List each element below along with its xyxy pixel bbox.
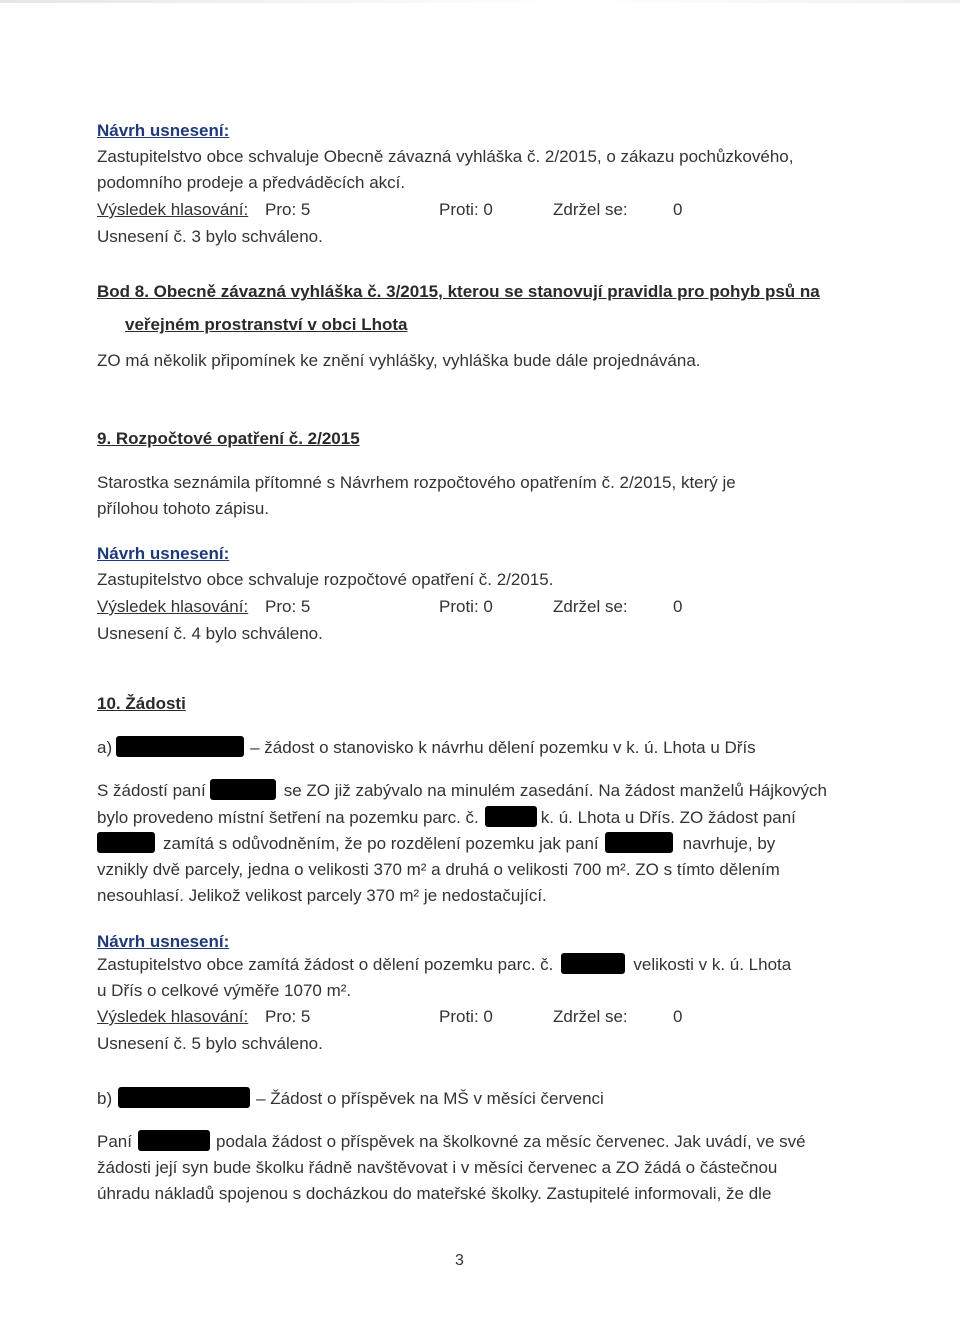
request-a-text: – žádost o stanovisko k návrhu dělení pozemku v k. ú. Lhota u Dřís — [250, 738, 756, 757]
vote-proti: Proti: 0 — [439, 200, 493, 219]
paragraph-text: navrhuje, by — [682, 834, 776, 853]
resolution-text: Zastupitelstvo obce zamítá žádost o dělení pozemku parc. č. — [97, 955, 554, 974]
section-title-bod8: Bod 8. Obecně závazná vyhláška č. 3/2015, kterou se stanovují pravidla pro pohyb psů na — [97, 282, 820, 301]
paragraph-text: podala žádost o příspěvek na školkovné za měsíc červenec. Jak uvádí, ve své — [215, 1132, 806, 1151]
request-b-text: – Žádost o příspěvek na MŠ v měsíci červenci — [256, 1089, 604, 1108]
resolution-text-line: Zastupitelstvo obce schvaluje rozpočtové opatření č. 2/2015. — [97, 570, 554, 589]
redacted-block — [118, 1087, 250, 1108]
resolution-heading: Návrh usnesení: — [97, 121, 230, 140]
request-b-line — [97, 1087, 604, 1110]
redacted-block — [561, 953, 625, 974]
redacted-block — [97, 832, 155, 853]
paragraph-text: bylo provedeno místní šetření na pozemku parc. č. — [97, 808, 479, 827]
paragraph-text: S žádostí paní — [97, 781, 206, 800]
section-text: Starostka seznámila přítomné s Návrhem rozpočtového opatřením č. 2/2015, který je — [97, 473, 736, 492]
resolution-heading: Návrh usnesení: — [97, 544, 230, 563]
resolution-text-line: podomního prodeje a předváděcích akcí. — [97, 173, 406, 192]
paragraph-line: vznikly dvě parcely, jedna o velikosti 370 m² a druhá o velikosti 700 m². ZO s tímto dělením — [97, 860, 780, 879]
vote-label: Výsledek hlasování: — [97, 200, 249, 219]
section-title-bod8-cont: veřejném prostranství v obci Lhota — [125, 315, 408, 334]
vote-result-line — [97, 596, 682, 618]
section-text: ZO má několik připomínek ke znění vyhlášky, vyhláška bude dále projednávána. — [97, 351, 701, 370]
redacted-block — [605, 832, 673, 853]
paragraph-line: nesouhlasí. Jelikož velikost parcely 370 m² je nedostačující. — [97, 886, 547, 905]
scan-edge — [0, 0, 960, 3]
resolution-text-line: Zastupitelstvo obce schvaluje Obecně závazná vyhláška č. 2/2015, o zákazu pochůzkového, — [97, 147, 794, 166]
redacted-block — [485, 806, 537, 827]
resolution-text-line: u Dřís o celkové výměře 1070 m². — [97, 981, 352, 1000]
redacted-block — [116, 736, 244, 757]
vote-zdrzel-label: Zdržel se: — [553, 200, 628, 219]
vote-result-line — [97, 1006, 682, 1028]
paragraph-line — [97, 1130, 806, 1153]
vote-zdrzel-value: 0 — [673, 597, 683, 616]
redacted-block — [210, 779, 276, 800]
vote-zdrzel-label: Zdržel se: — [553, 597, 628, 616]
vote-proti: Proti: 0 — [439, 597, 493, 616]
page-number: 3 — [455, 1252, 464, 1269]
paragraph-text: Paní — [97, 1132, 132, 1151]
paragraph-text: k. ú. Lhota u Dřís. ZO žádost paní — [540, 808, 796, 827]
vote-label: Výsledek hlasování: — [97, 1007, 249, 1026]
vote-zdrzel-value: 0 — [673, 200, 683, 219]
paragraph-text: se ZO již zabývalo na minulém zasedání. Na žádost manželů Hájkových — [283, 781, 827, 800]
vote-zdrzel-value: 0 — [673, 1007, 683, 1026]
vote-label: Výsledek hlasování: — [97, 597, 249, 616]
vote-proti: Proti: 0 — [439, 1007, 493, 1026]
resolution-result: Usnesení č. 5 bylo schváleno. — [97, 1034, 323, 1053]
redacted-block — [138, 1130, 210, 1151]
paragraph-text: zamítá s odůvodněním, že po rozdělení pozemku jak paní — [163, 834, 599, 853]
paragraph-line: žádosti její syn bude školku řádně navštěvovat i v měsíci červenec a ZO žádá o částečnou — [97, 1158, 778, 1177]
resolution-result: Usnesení č. 4 bylo schváleno. — [97, 624, 323, 643]
resolution-text-line — [97, 953, 791, 976]
request-b-prefix: b) — [97, 1089, 113, 1108]
vote-pro: Pro: 5 — [265, 1007, 311, 1026]
resolution-heading: Návrh usnesení: — [97, 932, 230, 951]
paragraph-line — [97, 832, 775, 855]
paragraph-line — [97, 806, 796, 829]
vote-zdrzel-label: Zdržel se: — [553, 1007, 628, 1026]
section-title-bod10: 10. Žádosti — [97, 694, 186, 713]
request-a-prefix: a) — [97, 738, 113, 757]
paragraph-line: úhradu nákladů spojenou s docházkou do mateřské školky. Zastupitelé informovali, že dle — [97, 1184, 772, 1203]
section-text: přílohou tohoto zápisu. — [97, 499, 270, 518]
vote-result-line — [97, 199, 682, 221]
vote-pro: Pro: 5 — [265, 200, 311, 219]
resolution-text: velikosti v k. ú. Lhota — [633, 955, 792, 974]
section-title-bod9: 9. Rozpočtové opatření č. 2/2015 — [97, 429, 360, 448]
resolution-result: Usnesení č. 3 bylo schváleno. — [97, 227, 323, 246]
request-a-line — [97, 736, 756, 759]
vote-pro: Pro: 5 — [265, 597, 311, 616]
paragraph-line — [97, 779, 827, 802]
